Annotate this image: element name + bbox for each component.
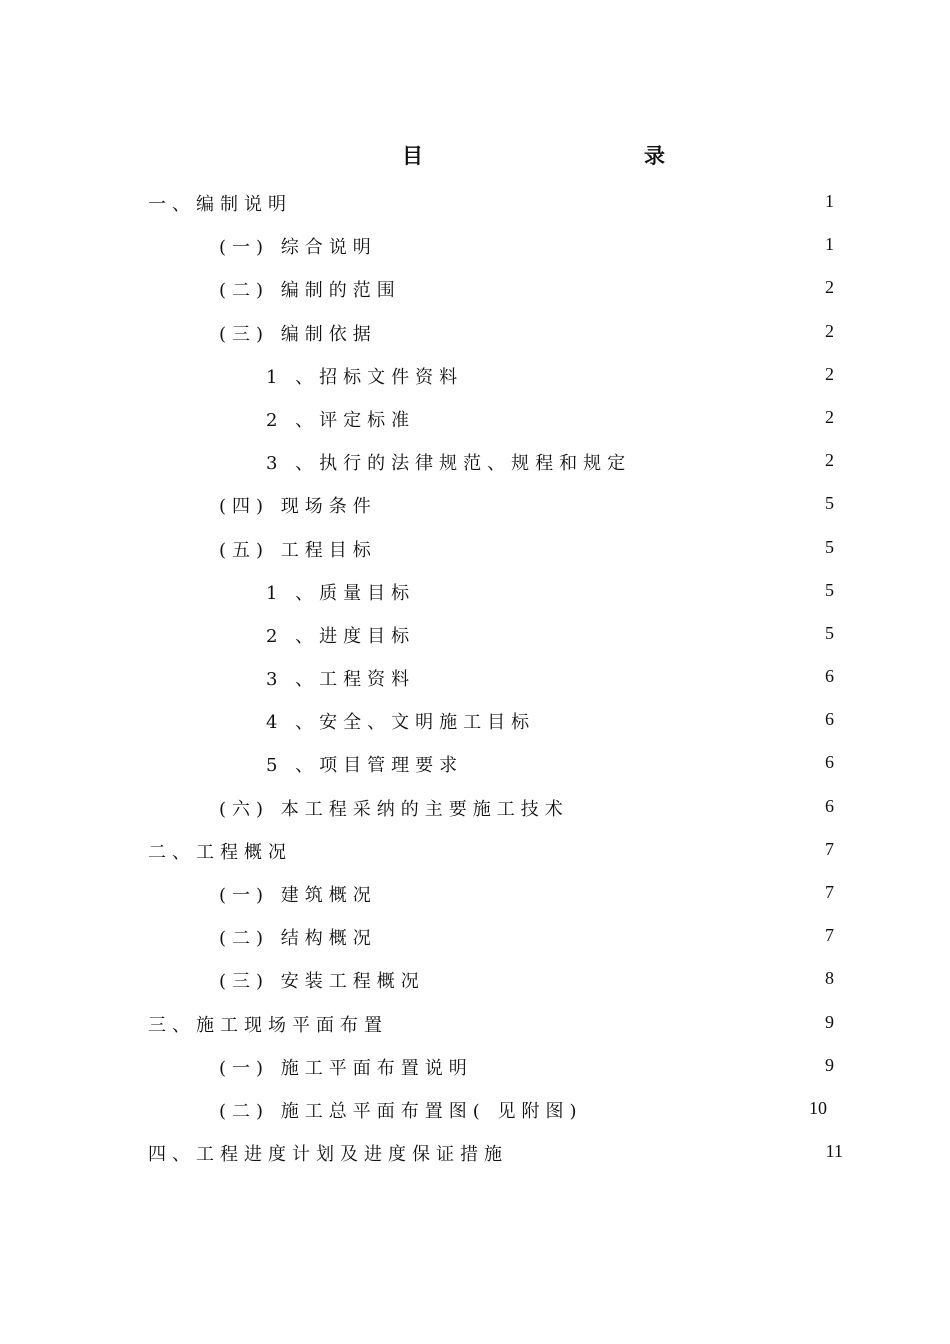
toc-entry-page: 11: [825, 1141, 843, 1162]
toc-entry[interactable]: [0, 618, 950, 661]
toc-entry-text: 2 、进度目标: [266, 625, 416, 647]
toc-entry-page: 5: [825, 493, 834, 514]
toc-entry-page: 6: [825, 752, 834, 773]
toc-entry[interactable]: [0, 488, 950, 531]
toc-entry[interactable]: [0, 963, 950, 1006]
toc-entry-page: 2: [825, 277, 834, 298]
toc-title: [0, 140, 950, 170]
toc-entry-page: 10: [809, 1097, 827, 1118]
toc-entry-text: 5 、项目管理要求: [266, 755, 464, 777]
toc-entry-text: 2 、评定标准: [266, 409, 416, 431]
toc-entry-text: (一) 综合说明: [219, 237, 377, 259]
toc-entry[interactable]: [0, 1136, 950, 1179]
toc-entry-page: 7: [825, 925, 834, 946]
toc-entry-page: 6: [825, 709, 834, 730]
toc-entry-page: 2: [825, 406, 834, 427]
toc-entry[interactable]: [0, 402, 950, 445]
toc-entry-text: 三、施工现场平面布置: [148, 1014, 388, 1036]
toc-entry-page: 2: [825, 363, 834, 384]
toc-entry-text: 一、编制说明: [148, 194, 292, 215]
toc-entry-text: 1 、质量目标: [266, 582, 416, 604]
toc-entry-page: 5: [825, 579, 834, 600]
toc-entry-page: 1: [825, 234, 834, 255]
toc-entry-page: 7: [825, 882, 834, 902]
toc-entry-text: 四、工程进度计划及进度保证措施: [148, 1144, 508, 1166]
toc-entry[interactable]: [0, 316, 950, 359]
toc-entry-page: 9: [825, 1011, 834, 1032]
toc-entry-page: 1: [825, 191, 834, 211]
toc-entry[interactable]: [0, 445, 950, 488]
toc-entry[interactable]: [0, 575, 950, 618]
toc-entry[interactable]: [0, 834, 950, 877]
toc-entry[interactable]: [0, 661, 950, 704]
toc-entry-text: 1 、招标文件资料: [266, 366, 464, 388]
toc-entry-text: (三) 安装工程概况: [219, 971, 425, 993]
toc-title-char-2: 录: [644, 143, 665, 168]
toc-entry-text: 3 、执行的法律规范、规程和规定: [266, 453, 632, 475]
toc-entry-text: 3 、工程资料: [266, 669, 416, 691]
toc-entry-text: (一) 施工平面布置说明: [219, 1057, 473, 1079]
toc-entry-text: (二) 施工总平面布置图( 见附图): [219, 1100, 583, 1122]
toc-entry[interactable]: [0, 877, 950, 920]
toc-entry-page: 6: [825, 666, 834, 687]
toc-entry-page: 2: [825, 450, 834, 471]
toc-entry[interactable]: [0, 272, 950, 315]
toc-entry[interactable]: [0, 1007, 950, 1050]
toc-entry-page: 8: [825, 968, 834, 989]
toc-entry-page: 6: [825, 795, 834, 816]
toc-entry-page: 2: [825, 320, 834, 341]
toc-entry-page: 7: [825, 838, 834, 859]
toc-entry[interactable]: [0, 359, 950, 402]
toc-entry-text: 二、工程概况: [148, 841, 292, 863]
toc-entry-text: (四) 现场条件: [219, 496, 377, 518]
toc-entry-text: (二) 结构概况: [219, 928, 377, 950]
toc-entry-text: (五) 工程目标: [219, 539, 377, 561]
toc-entry[interactable]: [0, 704, 950, 747]
toc-entry[interactable]: [0, 229, 950, 272]
toc-entry[interactable]: [0, 186, 950, 229]
toc-entry[interactable]: [0, 747, 950, 790]
toc-entry[interactable]: [0, 791, 950, 834]
toc-entry[interactable]: [0, 1050, 950, 1093]
toc-title-char-1: 目: [402, 143, 423, 168]
toc-entry[interactable]: [0, 1093, 950, 1136]
toc-entry[interactable]: [0, 920, 950, 963]
toc-entry-text: (二) 编制的范围: [219, 280, 401, 302]
toc-list: [0, 186, 950, 1179]
toc-entry-text: 4 、安全、文明施工目标: [266, 712, 536, 734]
toc-entry-page: 5: [825, 622, 834, 643]
toc-entry-page: 5: [825, 536, 834, 557]
toc-entry-text: (三) 编制依据: [219, 323, 377, 345]
toc-entry-text: (六) 本工程采纳的主要施工技术: [219, 798, 569, 820]
toc-entry-page: 9: [825, 1054, 834, 1075]
toc-entry[interactable]: [0, 532, 950, 575]
toc-entry-text: (一) 建筑概况: [219, 885, 377, 906]
